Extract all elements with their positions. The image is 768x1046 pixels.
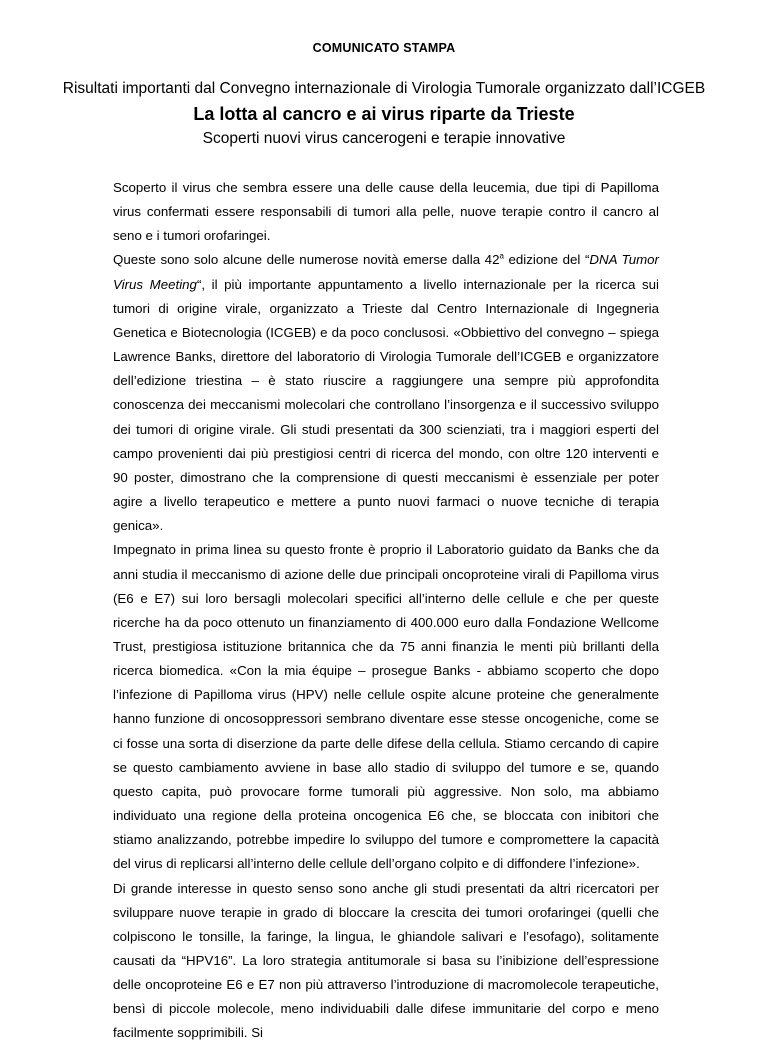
press-release-label: COMUNICATO STAMPA xyxy=(312,41,456,55)
meeting-name: DNA Tumor Virus Meeting xyxy=(113,252,659,292)
paragraph-3: Impegnato in prima linea su questo fronte è proprio il Laboratorio guidato da Banks che da anni studia il meccanismo di azione delle due principali oncoproteine virali di Papilloma virus (E6 e E7) sui loro bersagli molecolari specifici all’interno delle cellule e che per queste ricerche ha da poco ottenuto un finanziamento di 400.000 euro dalla Fondazione Wellcome Trust, prestigiosa istituzione britannica che da 75 anni finanzia le menti più brillanti della ricerca biomedica. «Con la mia équipe – prosegue Banks - abbiamo scoperto che dopo l’infezione di Papilloma virus (HPV) nelle cellule ospite alcune proteine che generalmente hanno funzione di oncosoppressori sembrano diventare esse stesse oncogeniche, come se ci fosse una sorta di diserzione da parte delle difese della cellula. Stiamo cercando di capire se questo cambiamento avviene in base allo stadio di sviluppo del tumore e se, quando questo capita, può provocare forme tumorali più aggressive. Non solo, ma abbiamo individuato una regione della proteina oncogenica E6 che, se bloccata con inibitori che stiamo analizzando, potrebbe impedire lo sviluppo del tumore e compromettere la capacità del virus di replicarsi all’interno delle cellule dell’organo colpito e di diffondere l’infezione». xyxy=(113,542,659,872)
paragraph-2-connector: edizione del “ xyxy=(503,252,590,268)
paragraph-2 xyxy=(113,248,659,538)
paragraph-4: Di grande interesse in questo senso sono anche gli studi presentati da altri ricercatori per sviluppare nuove terapie in grado di bloccare la crescita dei tumori orofaringei (quelli che colpiscono le tonsille, la faringe, la lingua, le ghiandole salivari e l’esofago), solitamente causati da “HPV16”. La loro strategia antitumorale si basa su l’inibizione dell’espressione delle oncoproteine E6 e E7 non più attraverso l’introduzione di macromolecole terapeutiche, bensì di piccole molecole, meno individuabili dalle difese immunitarie del corpo e meno facilmente sopprimibili. Si xyxy=(113,880,659,1041)
ordinal-superscript: a xyxy=(499,252,504,262)
document-subtitle: Risultati importanti dal Convegno internazionale di Virologia Tumorale organizzato dall’ICGEB xyxy=(62,80,706,97)
paragraph-2-intro: Queste sono solo alcune delle numerose novità emerse dalla 42 xyxy=(113,252,500,268)
article-body xyxy=(113,176,659,1046)
paragraph-1: Scoperto il virus che sembra essere una delle cause della leucemia, due tipi di Papilloma virus confermati essere responsabili di tumori alla pelle, nuove terapie contro il cancro al seno e i tumori orofaringei. xyxy=(113,180,659,244)
paragraph-2-rest: “, il più importante appuntamento a livello internazionale per la ricerca sui tumori di origine virale, organizzato a Trieste dal Centro Internazionale di Ingegneria Genetica e Biotecnologia (ICGEB) e da poco conclusosi. «Obbiettivo del convegno – spiega Lawrence Banks, direttore del laboratorio di Virologia Tumorale dell’ICGEB e organizzatore dell’edizione triestina – è stato riuscire a raggiungere una sempre più approfondita conoscenza dei meccanismi molecolari che controllano l’insorgenza e il successivo sviluppo dei tumori di origine virale. Gli studi presentati da 300 scienziati, tra i maggiori esperti del campo provenienti dai più prestigiosi centri di ricerca del mondo, con oltre 120 interventi e 90 poster, dimostrano che la comprensione di questi meccanismi è essenziale per poter agire a livello terapeutico e mettere a punto nuovi farmaci o nuove tecniche di terapia genica». xyxy=(113,276,659,534)
document-headline: La lotta al cancro e ai virus riparte da Trieste xyxy=(193,104,575,124)
document-deck: Scoperti nuovi virus cancerogeni e terapie innovative xyxy=(202,130,566,147)
